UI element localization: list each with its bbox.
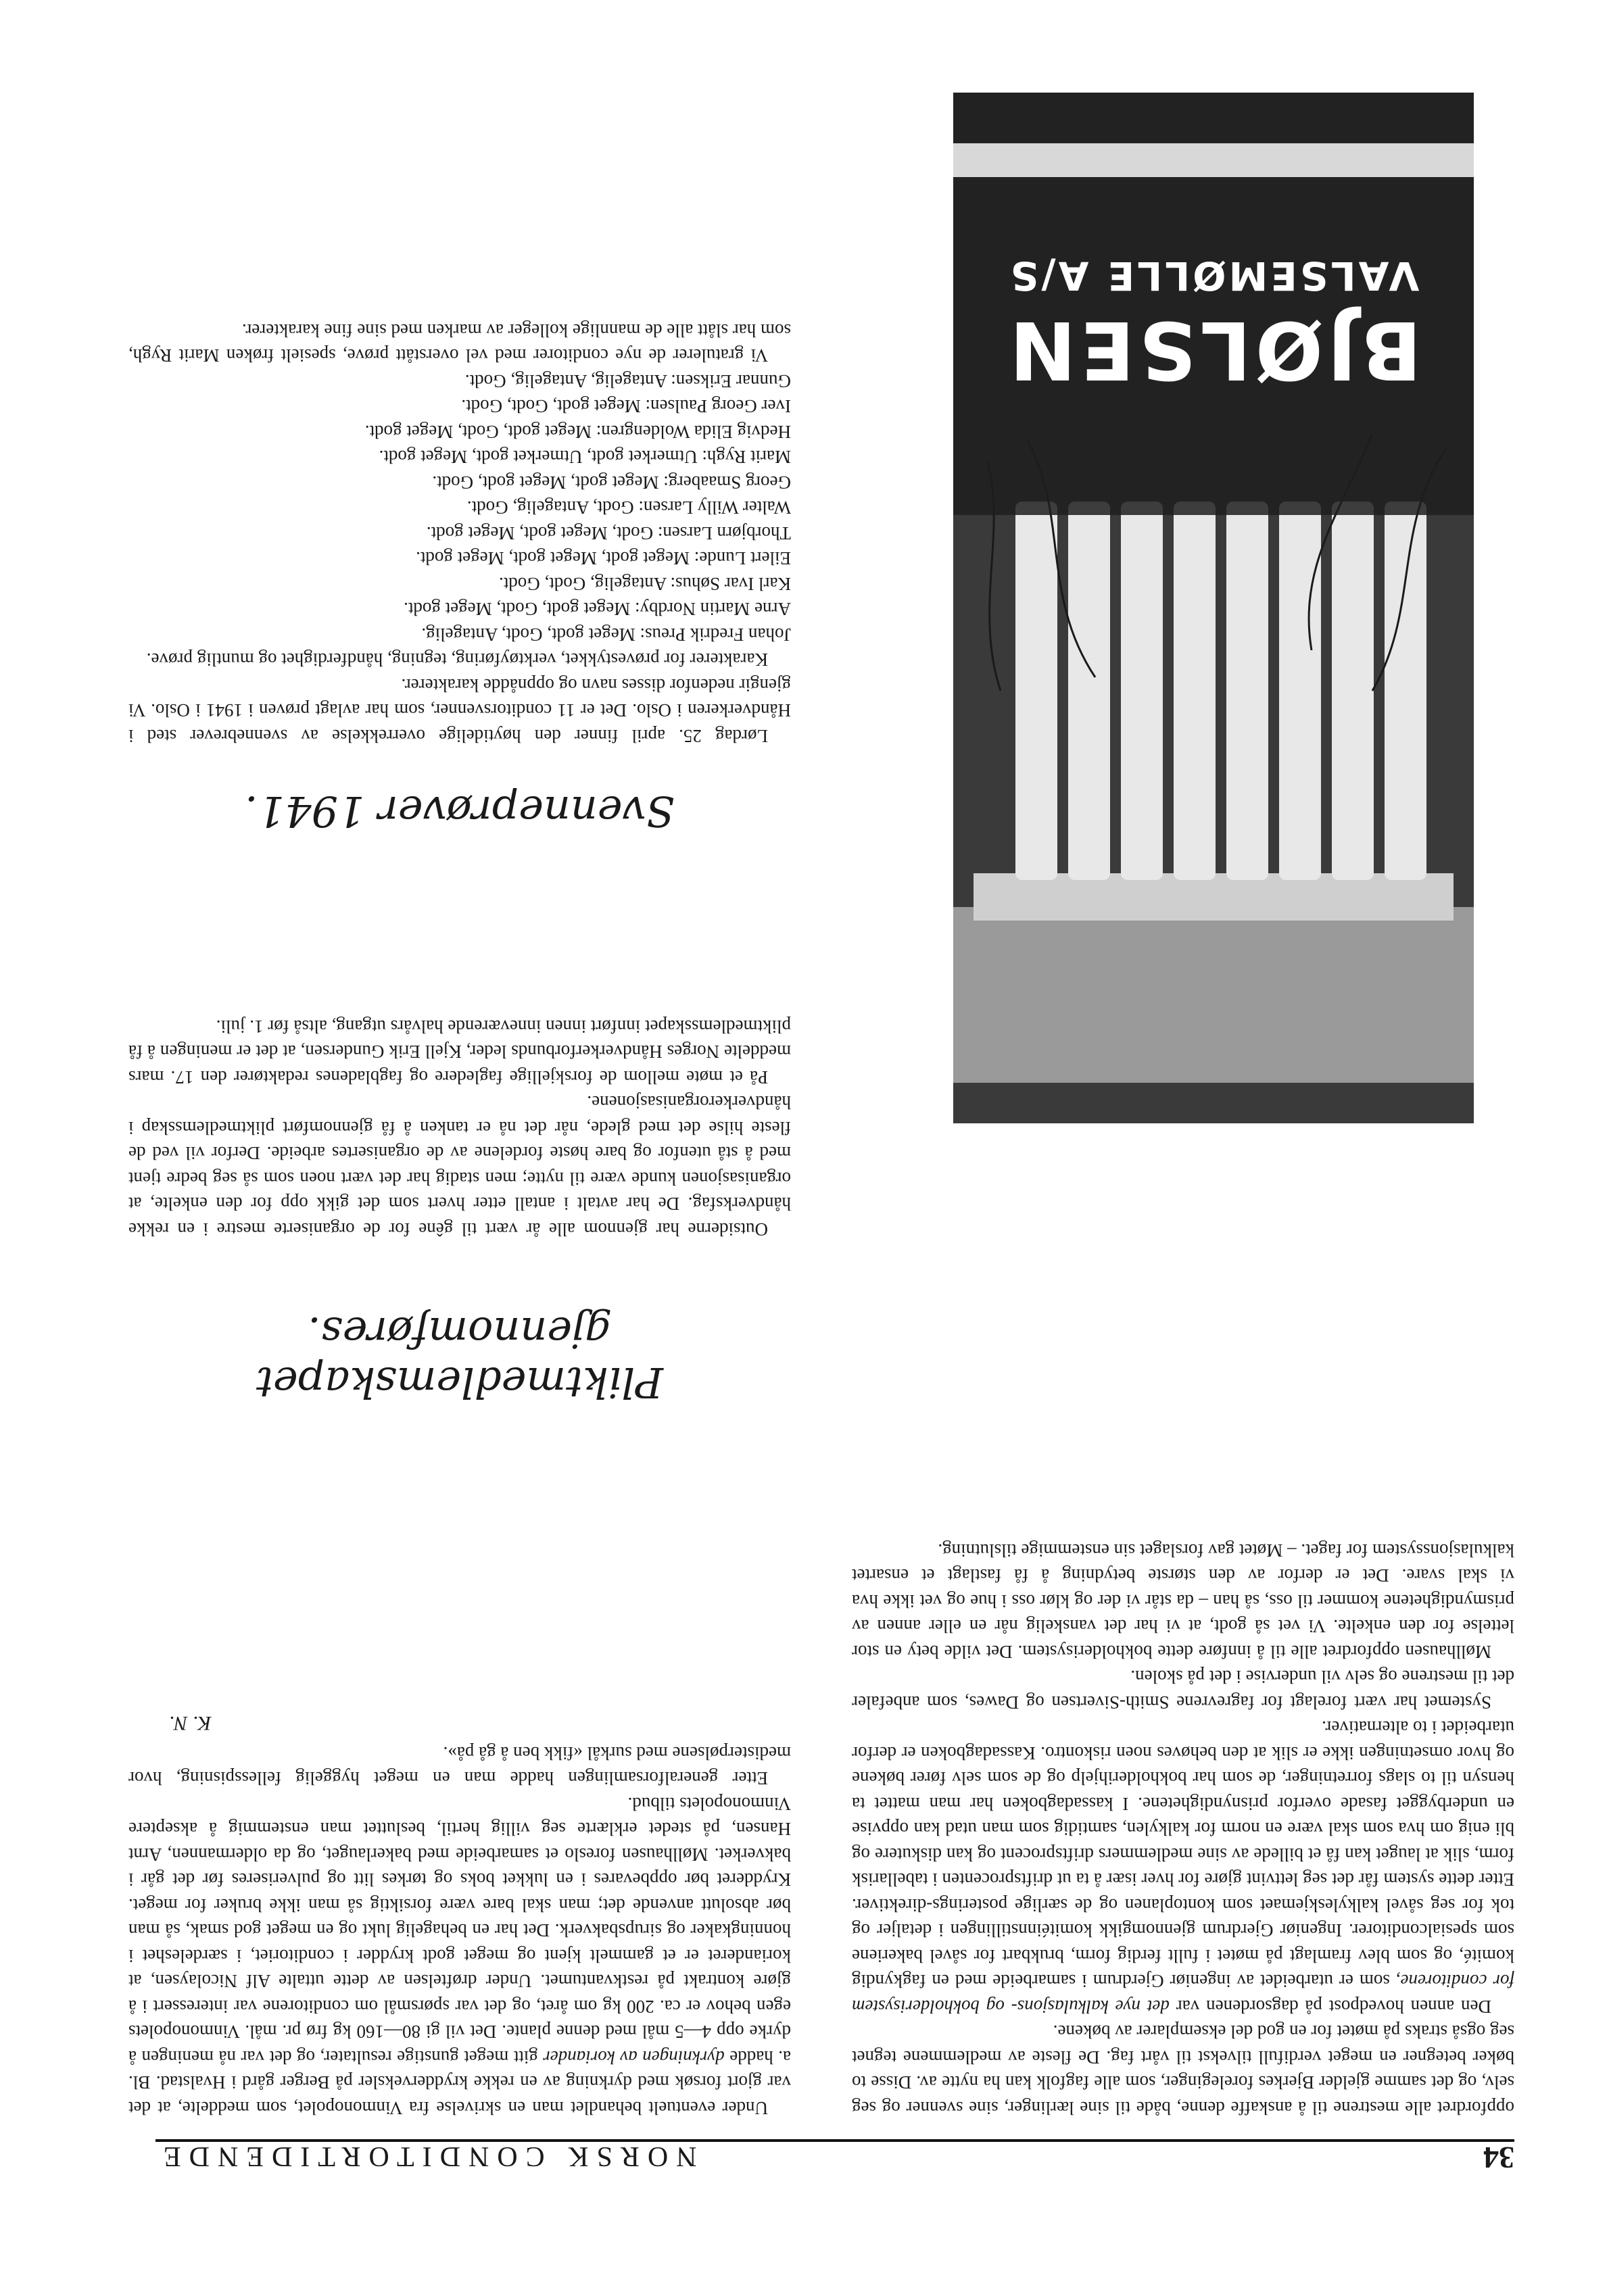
article-headline bbox=[149, 786, 771, 836]
list-item: Eilert Lunde: Meget godt, Meget godt, Meget godt. bbox=[416, 548, 791, 569]
silo-photo bbox=[953, 93, 1474, 1123]
list-item: Walter Willy Larsen: Godt, Antagelig, Godt. bbox=[466, 497, 791, 518]
list-item: Georg Smaaberg: Meget godt, Meget godt, Godt. bbox=[432, 472, 791, 493]
emphasis-text: dyrkningen av koriander bbox=[543, 2047, 725, 2068]
article-body bbox=[128, 318, 791, 749]
column-left bbox=[852, 1538, 1514, 2121]
paragraph: Karakterer for prøvestykket, verktøyføring, tegning, håndferdighet og muntlig prøve. bbox=[146, 650, 768, 670]
ad-brand-subline: VALSEMØLLE A/S bbox=[1007, 253, 1420, 299]
paragraph: Møllhausen oppfordret alle til å innføre dette bokholderisystem. Det vilde bety en stor lettelse for den enkelte. Vi vet så godt, at vi har det vanskelig når en eller annen av prismyndighetene kommer til oss, så han – da står vi der og klør oss i hue og vet ikke hva vi skal svare. Det er derfor av den største betydning å få fastlagt et ensartet kalkulasjonssystem for faget. – Møtet gav forslaget sin enstemmige tilslutning. bbox=[852, 1540, 1514, 1662]
grades-list bbox=[128, 368, 791, 648]
list-item: Karl Ivar Søhus: Antagelig, Godt, Godt. bbox=[499, 574, 791, 594]
text-run: gitt meget gunstige resultater, og det var nå meningen å dyrke opp 4—5 mål med denne plante. Det vil gi 80—160 kg frø pr. mål. Vinmonopolets egen behov er ca. 200 kg om året, og det var spørsmål om conditorene var interessert i å gjøre kontrakt på restkvantumet. Under drøftelsen av dette uttalte Alf Nicolaysen, at korianderet er et gammelt kjent og meget godt krydder i conditoriet, i særdeleshet i honningkaker og sirupsbakverk. Det har en behagelig lukt og en meget god smak, så man bør absolutt anvende det; man skal bare være forsiktig så man ikke bruker for meget. Krydderet bør oppbevares i en lukket boks og tørkes litt og pulveriseres før det går i bakverket. Møllhausen foreslo et samarbeide med bakerlauget, og da oldermannen, Arnt Hansen, på stedet erklærte seg villig hertil, besluttet man enstemmig å akseptere Vinmonopolets tilbud. bbox=[128, 1794, 791, 2068]
paragraph: På et møte mellom de forskjellige faglederе og fagbladenes redaktører den 17. mars meddelte Norges Håndverkerforbunds leder, Kjell Erik Gundersen, at det er meningen å få pliktmedlemsskapet innført innen inneværende halvårs utgang, altså før 1. juli. bbox=[128, 1017, 791, 1088]
column-right bbox=[128, 1711, 791, 2120]
paragraph bbox=[128, 1791, 791, 2121]
author-signature: K. N. bbox=[169, 1712, 212, 1735]
list-item: Gunnar Eriksen: Antagelig, Antagelig, Godt. bbox=[464, 371, 791, 391]
ad-brand-title: BJØLSEN bbox=[1005, 303, 1422, 397]
text-run: Under eventuelt behandlet man en skrivelse fra Vinmonopolet, som meddelte, at det var gjort forsøk med dyrkning av en rekke krydderveksler på Berger gård i Hvalstad. Bl. a. hadde bbox=[128, 2047, 791, 2118]
list-item: Iver Georg Paulsen: Meget godt, Godt, Godt. bbox=[461, 396, 791, 417]
page-number: 34 bbox=[1483, 2141, 1514, 2175]
paragraph: oppfordret alle mestrene til å anskaffe denne, både til sine lærlinger, sine svenner og seg selv, og det samme gjelder Bjerkes foreleginger, som alle fagfolk kan ha nytte av. Disse to bøker betegner en meget verdifull tilvekst til vårt fag. De fleste av medlemmene tegnet seg også straks på møtet for en god del eksemplarer av bøkene. bbox=[852, 2022, 1514, 2118]
emphasis-text: det nye kalkulasjons- og bokholderisystem for conditorene, bbox=[852, 1971, 1514, 2017]
paragraph: Etter generalforsamlingen hadde man en meget hyggelig fellesspisning, hvor medisterpølsene med surkål «fikk ben å gå på». bbox=[128, 1743, 791, 1789]
paragraph: Outsiderne har gjennom alle år vært til gêne for de organiserte mestre i en rekke håndverksfag. De har avtalt i antall etter hvert som det gikk opp for den enkelte, at organisasjonen kunde være til nytte; men stadig har det vært noen som så seg bedre tjent med å stå utenfor og bare høste fordelene av de organisertes arbeide. Derfor vil ved de fleste hilse det med glede, når det nå er tanken å få gjennomført pliktmedlemsskap i håndverkerorganisasjonene. bbox=[128, 1092, 791, 1240]
text-run: Den annen hovedpost på dagsordenen var bbox=[1169, 1997, 1491, 2017]
paragraph bbox=[852, 1715, 1514, 2019]
page-header bbox=[155, 2139, 1514, 2180]
article-body bbox=[128, 1014, 791, 1242]
list-item: Hedvig Elida Woldengren: Meget godt, Godt, Meget godt. bbox=[364, 422, 791, 442]
list-item: Thorbjørn Larsen: Godt, Meget godt, Meget godt. bbox=[426, 523, 791, 543]
article-headline bbox=[149, 1307, 771, 1407]
headline-line: gjennomføres. bbox=[308, 1308, 612, 1357]
advertisement bbox=[953, 93, 1474, 1123]
text-run: som er utarbeidet av ingeniør Gjerdrum i samarbeide med en fagkyndig komité, og som blev framlagt på møtet i fullt ferdig form, brukbart for såvel bakeriene som spesialconditorer. Ingeniør Gjerdrum gjennomgikk komitéinnstillingen i detaljer og tok for seg såvel kalkyleskjemaet som kontoplanen og de særlige posterings-direktiver. Etter dette system får det seg lettvint gjøre for hver især å ta ut driftsprocenten i tabellarisk form, slik at lauget kan få et billede av sine medlemmers driftsprocent og kan diskutere og bli enig om hva som skal være en norm for kalkylen, samtidig som man utad kan oppvise en underbygget fasade overfor prisnyndighetene. I kassadagboken har man mattet ta hensyn til to slags forretninger, de som har bokholderihjelp og de som selv fører bøkene og hvor omsetningen ikke er slik at den behøves noen riskontro. Kassadagboken er derfor utarbeidet i to alternativer. bbox=[851, 1717, 1514, 1992]
list-item: Johan Fredrik Preus: Meget godt, Godt, Antagelig. bbox=[421, 625, 791, 645]
list-item: Arne Martin Nordby: Meget godt, Godt, Meget godt. bbox=[404, 599, 791, 620]
list-item: Marit Rygh: Utmerket godt, Utmerket godt, Meget godt. bbox=[379, 447, 791, 468]
paragraph: Systemet har vært forelagt for fagrevrene Smith-Sivertsen og Dawes, som anbefaler det til mestrene og selv vil undervise i det på skolen. bbox=[852, 1667, 1514, 1713]
paragraph: Vi gratulerer de nye conditorer med vel overstått prøve, spesielt frøken Marit Rygh, som har slått alle de mannlige kolleger av marken med sine fine karakterer. bbox=[128, 320, 791, 366]
journal-title: NORSK CONDITORTIDENDE bbox=[155, 2141, 697, 2172]
paragraph: Lørdag 25. april finner den høytidelige overrekkelse av svennebrever sted i Håndverkeren i Oslo. Det er 11 conditorsvenner, som har avlagt prøven i 1941 i Oslo. Vi gjengir nedenfor disses navn og oppnådde karakterer. bbox=[128, 675, 791, 746]
headline-line: Plikt​medlemskapet bbox=[256, 1358, 663, 1407]
headline-line: Svenneprøver 1941. bbox=[245, 787, 675, 836]
